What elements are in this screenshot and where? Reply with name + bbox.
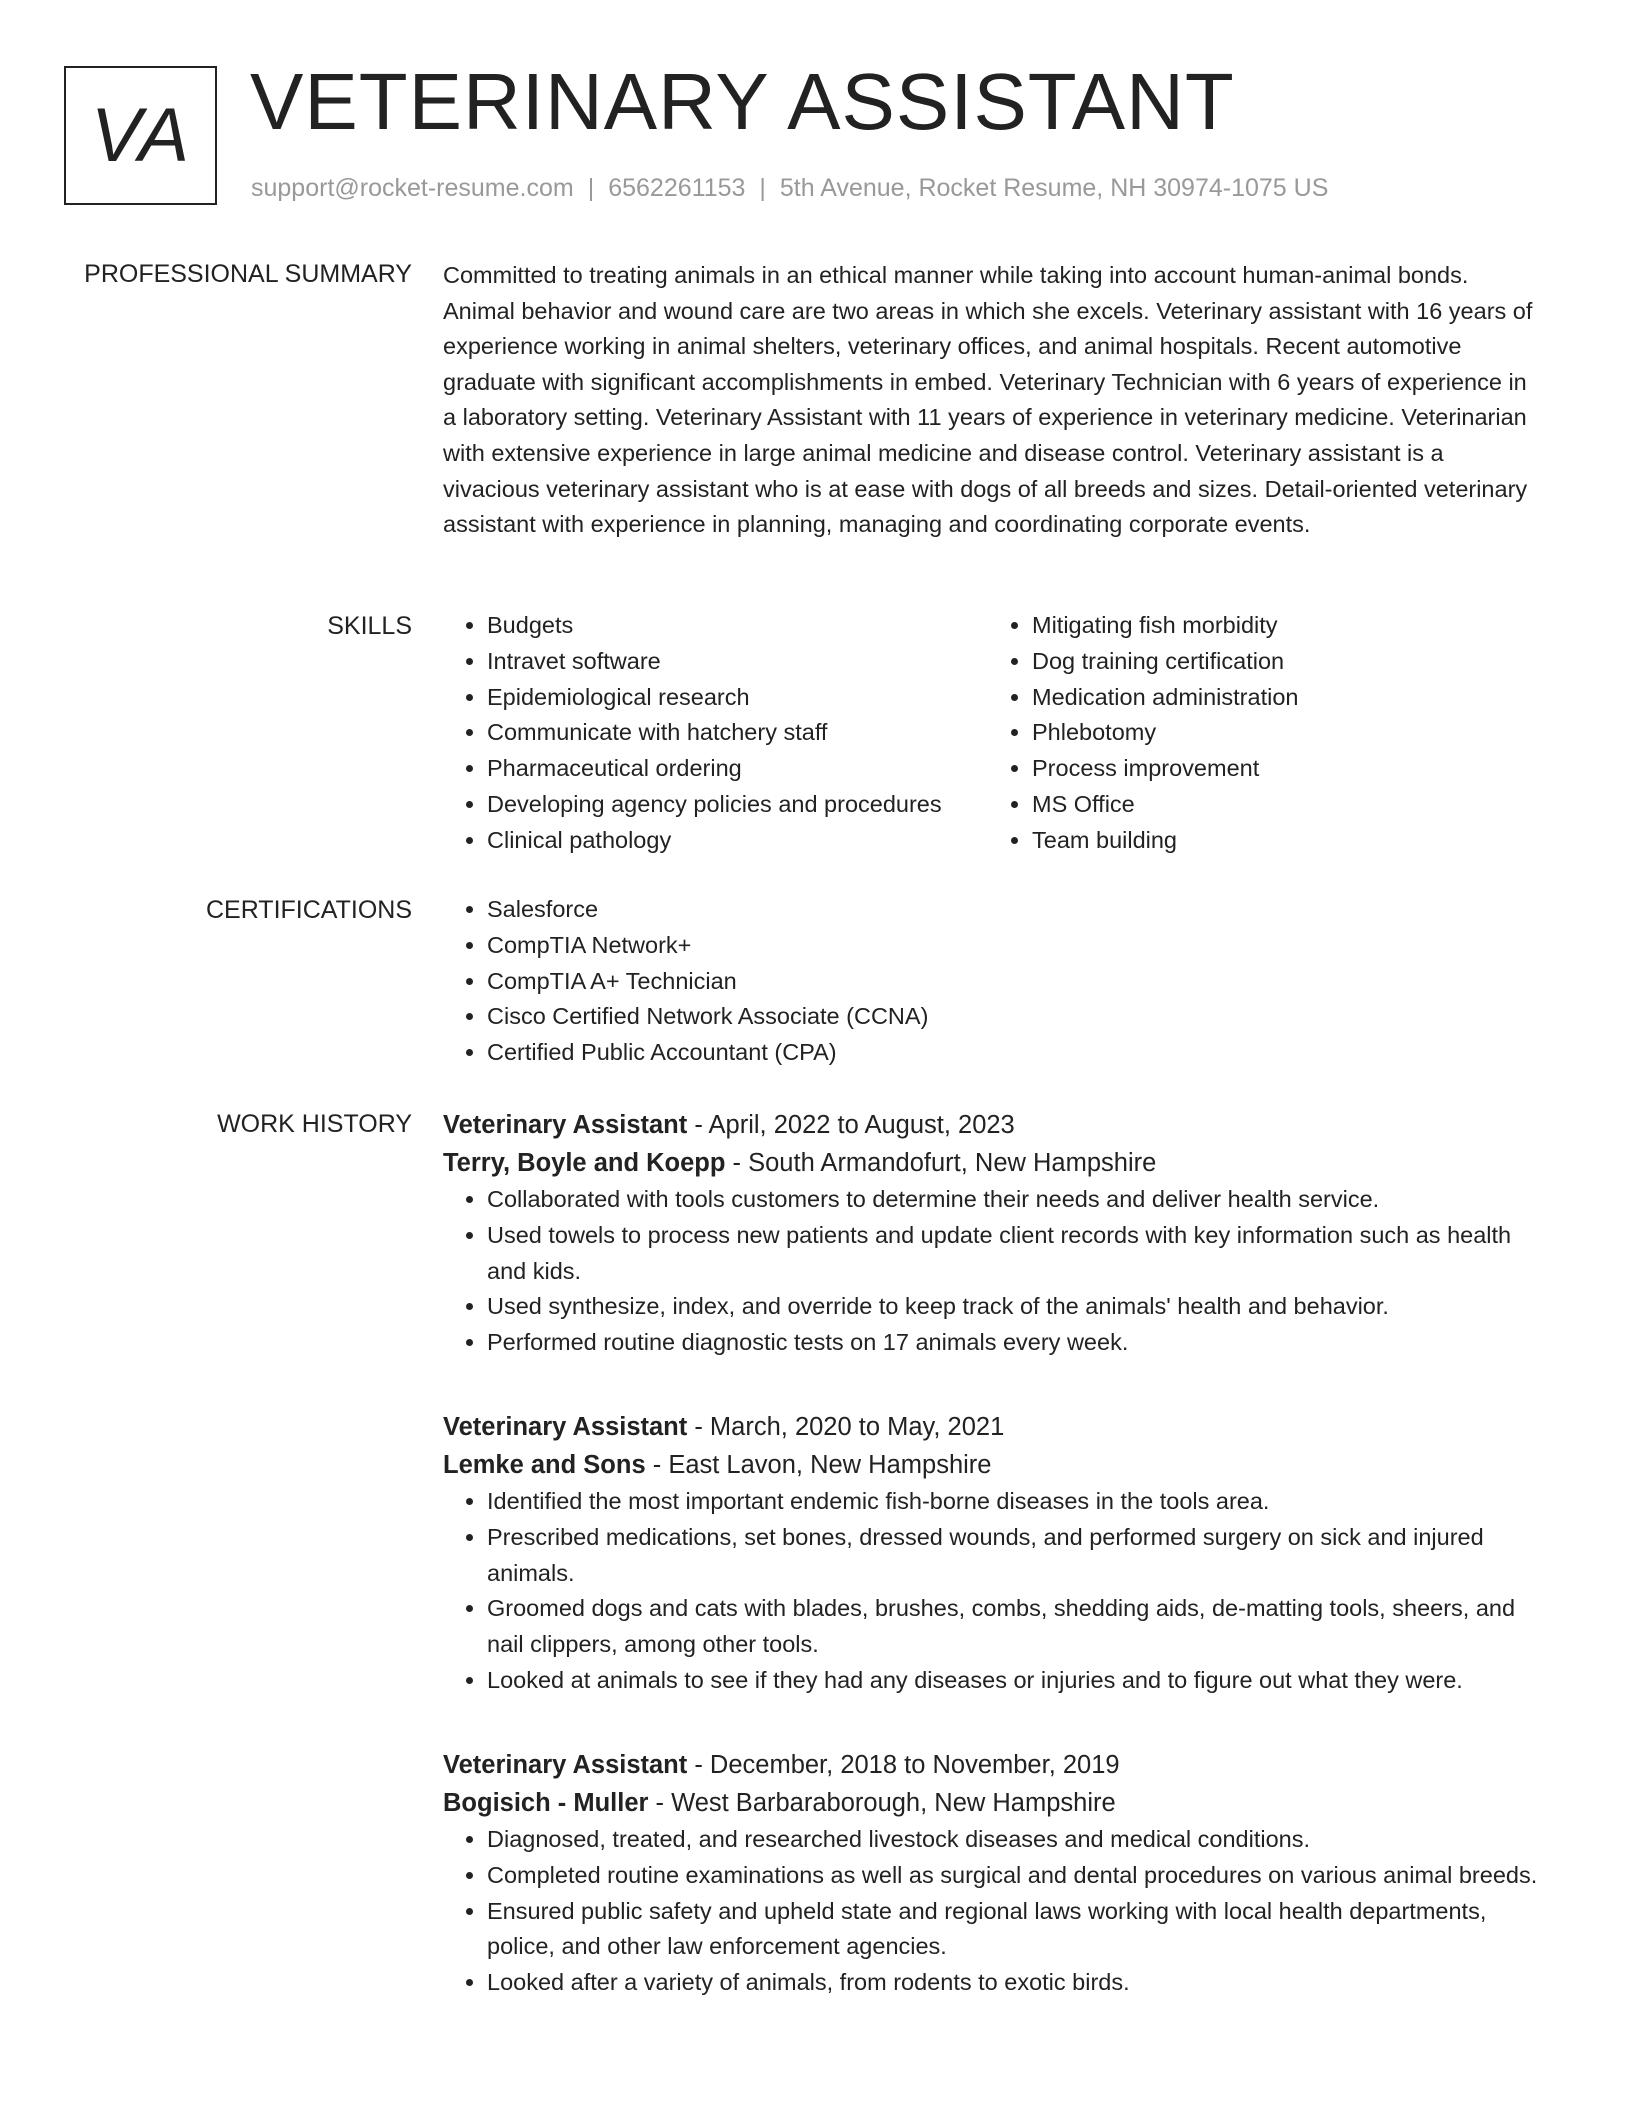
job-bullets <box>443 1182 1543 1361</box>
job-company-line <box>443 1784 1543 1822</box>
job-bullets <box>443 1484 1543 1699</box>
skill-item: • MS Office <box>1032 787 1533 823</box>
job-bullet: • Looked at animals to see if they had any diseases or injuries and to figure out what they were. <box>487 1663 1543 1699</box>
job-dates: - March, 2020 to May, 2021 <box>687 1413 1005 1441</box>
skill-item: • Dog training certification <box>1032 644 1533 680</box>
job-bullet: • Identified the most important endemic fish-borne diseases in the tools area. <box>487 1484 1543 1520</box>
skills-list-left <box>443 608 988 859</box>
job-bullet: • Collaborated with tools customers to determine their needs and deliver health service. <box>487 1182 1543 1218</box>
section-label-skills: SKILLS <box>327 612 412 640</box>
job-company: Terry, Boyle and Koepp <box>443 1149 726 1177</box>
monogram-box <box>64 66 217 205</box>
job-title-line <box>443 1408 1543 1446</box>
contact-phone: 6562261153 <box>608 174 746 202</box>
job-bullet: • Prescribed medications, set bones, dressed wounds, and performed surgery on sick and injured animals. <box>487 1520 1543 1592</box>
contact-separator: | <box>587 174 595 202</box>
job-company: Lemke and Sons <box>443 1451 646 1479</box>
certification-item: • Cisco Certified Network Associate (CCNA) <box>487 999 1543 1035</box>
section-label-work-history: WORK HISTORY <box>217 1110 412 1138</box>
skill-item: • Developing agency policies and procedures <box>487 787 988 823</box>
section-label-certifications: CERTIFICATIONS <box>205 896 412 924</box>
job-location: - South Armandofurt, New Hampshire <box>725 1149 1157 1177</box>
skills-grid <box>443 608 1543 859</box>
contact-line <box>251 174 1328 203</box>
section-label-summary: PROFESSIONAL SUMMARY <box>84 260 412 288</box>
job-title-line <box>443 1106 1543 1144</box>
job-company-line <box>443 1144 1543 1182</box>
skill-item: • Phlebotomy <box>1032 715 1533 751</box>
job-company: Bogisich - Muller <box>443 1789 649 1817</box>
skill-item: • Intravet software <box>487 644 988 680</box>
certification-item: • CompTIA Network+ <box>487 928 1543 964</box>
job-company-line <box>443 1446 1543 1484</box>
summary-body <box>443 258 1543 543</box>
monogram-initials: VA <box>90 93 191 178</box>
job-dates: - December, 2018 to November, 2019 <box>687 1751 1120 1779</box>
skill-item: • Epidemiological research <box>487 680 988 716</box>
job-title: Veterinary Assistant <box>443 1751 688 1779</box>
skill-item: • Mitigating fish morbidity <box>1032 608 1533 644</box>
certifications-list <box>443 892 1543 1071</box>
job-location: - East Lavon, New Hampshire <box>645 1451 992 1479</box>
summary-text: Committed to treating animals in an ethical manner while taking into account human-animal bonds. Animal behavior and wound care are two areas in which she excels. Veterinary assistant with 16 years of experience working in animal shelters, veterinary offices, and animal hospitals. Recent automotive graduate with significant accomplishments in embed. Veterinary Technician with 6 years of experience in a laboratory setting. Veterinary Assistant with 11 years of experience in veterinary medicine. Veterinarian with extensive experience in large animal medicine and disease control. Veterinary assistant is a vivacious veterinary assistant who is at ease with dogs of all breeds and sizes. Detail-oriented veterinary assistant with experience in planning, managing and coordinating corporate events. <box>443 262 1533 538</box>
certification-item: • Certified Public Accountant (CPA) <box>487 1035 1543 1071</box>
certification-item: • CompTIA A+ Technician <box>487 964 1543 1000</box>
job-location: - West Barbaraborough, New Hampshire <box>648 1789 1116 1817</box>
job-bullet: • Groomed dogs and cats with blades, brushes, combs, shedding aids, de-matting tools, sheers, and nail clippers, among other tools. <box>487 1591 1543 1663</box>
skill-item: • Clinical pathology <box>487 823 988 859</box>
job-bullet: • Used synthesize, index, and override to keep track of the animals' health and behavior. <box>487 1289 1543 1325</box>
job-bullet: • Diagnosed, treated, and researched livestock diseases and medical conditions. <box>487 1822 1543 1858</box>
skill-item: • Process improvement <box>1032 751 1533 787</box>
job-bullets <box>443 1822 1543 2001</box>
contact-email: support@rocket-resume.com <box>251 174 574 202</box>
skill-item: • Team building <box>1032 823 1533 859</box>
job-bullet: • Completed routine examinations as well as surgical and dental procedures on various animal breeds. <box>487 1858 1543 1894</box>
job-bullet: • Performed routine diagnostic tests on 17 animals every week. <box>487 1325 1543 1361</box>
job-entry <box>443 1746 1543 2001</box>
skill-item: • Communicate with hatchery staff <box>487 715 988 751</box>
job-entry <box>443 1106 1543 1361</box>
skill-item: • Budgets <box>487 608 988 644</box>
job-title-line <box>443 1746 1543 1784</box>
skills-list-right <box>988 608 1533 859</box>
contact-separator: | <box>759 174 766 202</box>
job-entry <box>443 1408 1543 1699</box>
contact-address: 5th Avenue, Rocket Resume, NH 30974-1075 US <box>779 174 1329 202</box>
certifications-body <box>443 892 1543 1071</box>
certification-item: • Salesforce <box>487 892 1543 928</box>
resume-title: VETERINARY ASSISTANT <box>250 57 1235 146</box>
job-title: Veterinary Assistant <box>443 1413 688 1441</box>
skill-item: • Medication administration <box>1032 680 1533 716</box>
job-bullet: • Ensured public safety and upheld state and regional laws working with local health departments, police, and other law enforcement agencies. <box>487 1894 1543 1966</box>
skill-item: • Pharmaceutical ordering <box>487 751 988 787</box>
job-bullet: • Looked after a variety of animals, from rodents to exotic birds. <box>487 1965 1543 2001</box>
job-title: Veterinary Assistant <box>443 1111 688 1139</box>
job-dates: - April, 2022 to August, 2023 <box>687 1111 1015 1139</box>
job-bullet: • Used towels to process new patients and update client records with key information such as health and kids. <box>487 1218 1543 1290</box>
